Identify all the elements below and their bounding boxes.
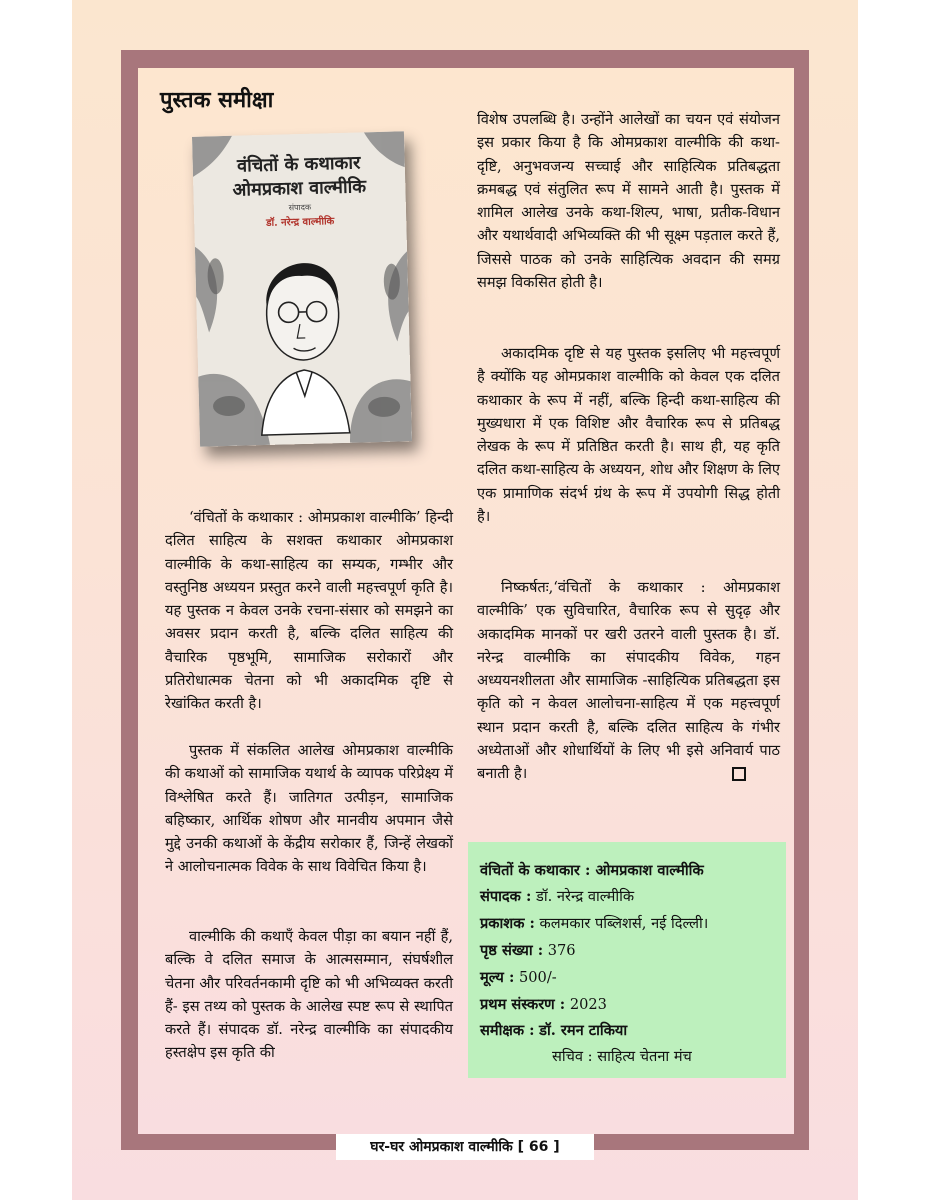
- section-title: पुस्तक समीक्षा: [160, 88, 274, 113]
- paragraph-6: निष्कर्षतः,‘वंचितों के कथाकार : ओमप्रकाश वाल्मीकि’ एक सुविचारित, वैचारिक रूप से सुदृढ़ और अकादमिक मानकों पर खरी उतरने वाली पुस्तक है। डॉ. नरेन्द्र वाल्मीकि का संपादकीय विवेक, गहन अध्ययनशीलता और सामाजिक -साहित्यिक प्रतिबद्धता इस कृति को न केवल आलोचना-साहित्य में एक महत्त्वपूर्ण स्थान प्रदान करती है, बल्कि दलित साहित्य के गंभीर अध्येताओं और शोधार्थियों के लिए भी इसे अनिवार्य पाठ बनाती है।: [477, 579, 780, 783]
- cover-editor-label: संपादक: [288, 202, 312, 213]
- info-price: मूल्य : 500/-: [480, 969, 557, 986]
- end-mark-icon: [732, 767, 746, 781]
- info-editor: संपादक : डॉ. नरेन्द्र वाल्मीकि: [480, 888, 635, 905]
- paragraph-2: पुस्तक में संकलित आलेख ओमप्रकाश वाल्मीकि की कथाओं को सामाजिक यथार्थ के व्यापक परिप्रेक्ष्य में विश्लेषित करते हैं। जातिगत उत्पीड़न, सामाजिक बहिष्कार, आर्थिक शोषण और मानवीय अपमान जैसे मुद्दे उनकी कथाओं के केंद्रीय सरोकार हैं, जिन्हें लेखकों ने आलोचनात्मक विवेक के साथ विवेचित किया है।: [165, 742, 453, 876]
- paragraph-5: अकादमिक दृष्टि से यह पुस्तक इसलिए भी महत्त्वपूर्ण है क्योंकि यह ओमप्रकाश वाल्मीकि को केवल एक दलित कथाकार के रूप में नहीं, बल्कि हिन्दी कथा-साहित्य की मुख्यधारा में एक विशिष्ट और वैचारिक रूप से प्रतिबद्ध लेखक के रूप में प्रतिष्ठित करती है। साथ ही, यह कृति दलित कथा-साहित्य के अध्ययन, शोध और शिक्षण के लिए एक प्रामाणिक संदर्भ ग्रंथ के रूप में उपयोगी सिद्ध होती है।: [477, 345, 780, 526]
- paragraph-1: ‘वंचितों के कथाकार : ओमप्रकाश वाल्मीकि’ हिन्दी दलित साहित्य के सशक्त कथाकार ओमप्रकाश वाल्मीकि के कथा-साहित्य का सम्यक, गम्भीर और वस्तुनिष्ठ अध्ययन प्रस्तुत करने वाली महत्त्वपूर्ण कृति है। यह पुस्तक न केवल उनके रचना-संसार को समझने का अवसर प्रदान करती है, बल्कि दलित साहित्य की वैचारिक पृष्ठभूमि, सामाजिक सरोकारों और प्रतिरोधात्मक चेतना को भी अकादमिक दृष्टि से रेखांकित करती है।: [165, 509, 453, 713]
- info-reviewer: समीक्षक : डॉ. रमन टाकिया: [480, 1022, 628, 1039]
- paragraph-6-container: [477, 576, 780, 786]
- info-publisher: प्रकाशक : कलमकार पब्लिशर्स, नई दिल्ली।: [480, 915, 709, 932]
- info-reviewer-role: सचिव : साहित्य चेतना मंच: [552, 1048, 692, 1065]
- info-edition: प्रथम संस्करण : 2023: [480, 996, 607, 1013]
- cover-editor-name: डॉ. नरेन्द्र वाल्मीकि: [266, 216, 335, 229]
- book-cover: [192, 131, 412, 446]
- cover-title-line1: वंचितों के कथाकार: [236, 152, 361, 177]
- paragraph-4: विशेष उपलब्धि है। उन्होंने आलेखों का चयन एवं संयोजन इस प्रकार किया है कि ओमप्रकाश वाल्मीकि की कथा-दृष्टि, अनुभवजन्य सच्चाई और साहित्यिक प्रतिबद्धता क्रमबद्ध एवं संतुलित रूप में सामने आती है। पुस्तक में शामिल आलेख उनके कथा-शिल्प, भाषा, प्रतीक-विधान और यथार्थवादी अभिव्यक्ति की भी सूक्ष्म पड़ताल करते हैं, जिससे पाठक को उनके साहित्यिक अवदान की समग्र समझ विकसित होती है।: [477, 111, 780, 292]
- paragraph-3: वाल्मीकि की कथाएँ केवल पीड़ा का बयान नहीं हैं, बल्कि वे दलित समाज के आत्मसम्मान, संघर्षशील चेतना और परिवर्तनकामी दृष्टि को भी अभिव्यक्त करती हैं- इस तथ्य को पुस्तक के आलेख स्पष्ट रूप से स्थापित करते हैं। संपादक डॉ. नरेन्द्र वाल्मीकि का संपादकीय हस्तक्षेप इस कृति की: [165, 928, 453, 1062]
- info-pages: पृष्ठ संख्या : 376: [480, 942, 576, 959]
- cover-title-line2: ओमप्रकाश वाल्मीकि: [232, 176, 367, 201]
- info-book-title: वंचितों के कथाकार : ओमप्रकाश वाल्मीकि: [480, 862, 704, 879]
- page-footer: घर-घर ओमप्रकाश वाल्मीकि [ 66 ]: [336, 1134, 594, 1160]
